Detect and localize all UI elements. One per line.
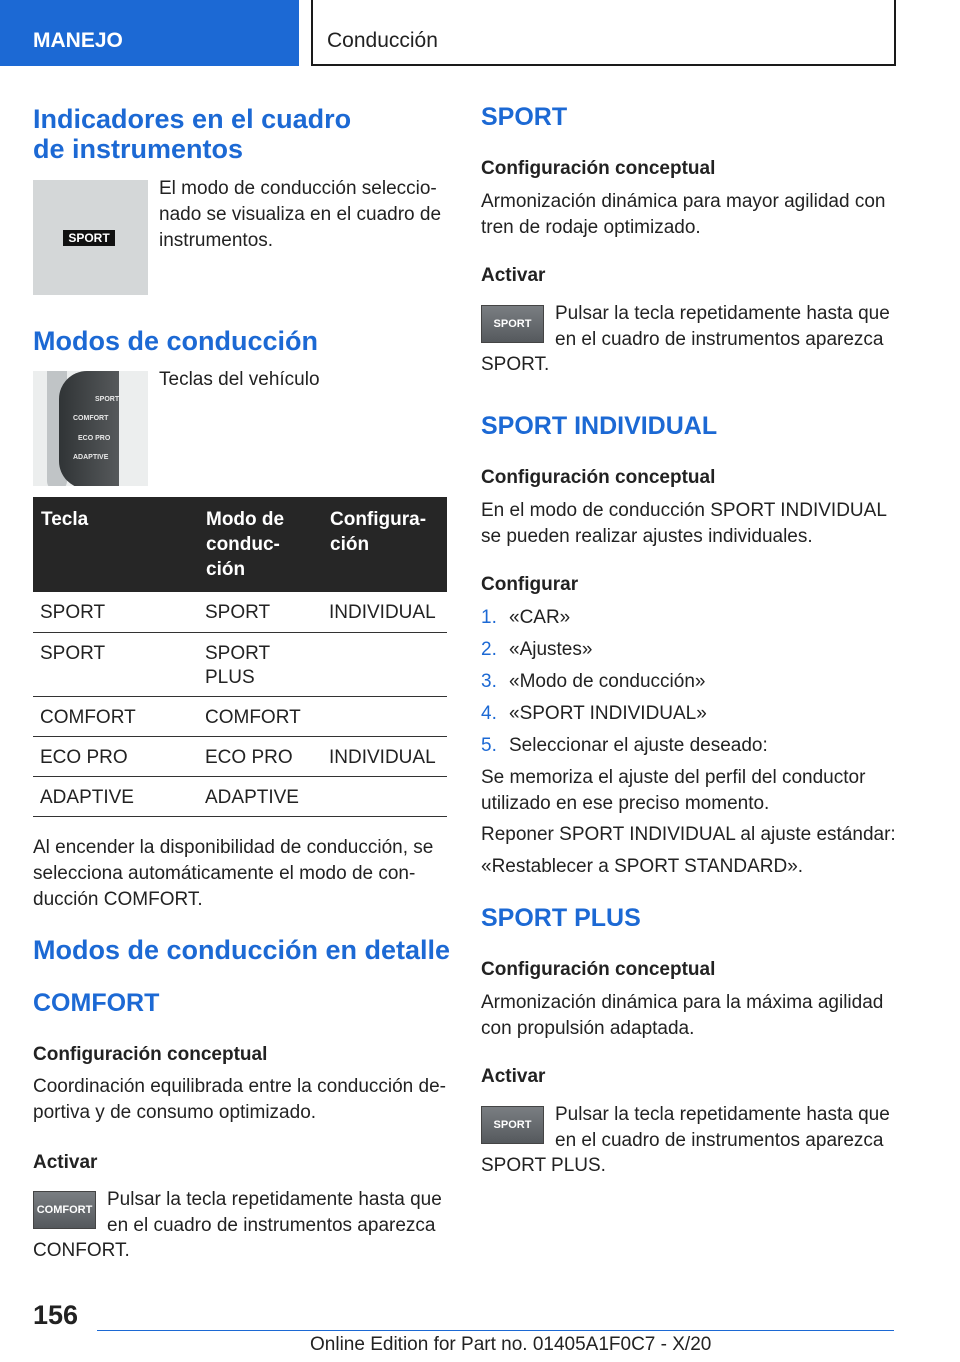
page-number: 156 (33, 1300, 79, 1330)
plus-activate-tail: SPORT PLUS. (481, 1155, 606, 1176)
individual-config-label: Configurar (481, 574, 579, 595)
plus-concept-label: Configuración conceptual (481, 959, 716, 980)
comfort-button-label: COMFORT (36, 1204, 93, 1216)
key-label: COMFORT (73, 415, 109, 422)
comfort-concept-label: Configuración conceptual (33, 1044, 268, 1065)
table-cell: INDIVIDUAL (322, 736, 447, 776)
section-tab: MANEJO (0, 0, 299, 66)
comfort-activate-tail: CONFORT. (33, 1240, 130, 1261)
comfort-concept-text: Coordinación equilibrada entre la conducción de- portiva y de consumo optimizado. (33, 1076, 446, 1123)
table-cell: INDIVIDUAL (322, 592, 447, 632)
table-cell: SPORT (33, 592, 198, 632)
sport-activate-label: Activar (481, 265, 546, 286)
sport-button-image (481, 305, 544, 343)
modes-caption: Teclas del vehículo (159, 369, 320, 390)
table-cell (322, 776, 447, 816)
sport-activate-tail: SPORT. (481, 354, 550, 375)
table-cell: SPORT (33, 632, 198, 696)
individual-concept-text: En el modo de conducción SPORT INDIVIDUAL se pueden realizar ajustes individuales. (481, 500, 887, 547)
table-cell: COMFORT (198, 696, 322, 736)
key-label: SPORT (95, 396, 120, 403)
key-label: ADAPTIVE (73, 454, 109, 461)
table-cell: SPORT (198, 592, 322, 632)
page-header (0, 0, 960, 66)
heading-modes-detail: Modos de conducción en detalle (33, 935, 451, 965)
indicators-text: El modo de conducción seleccio- nado se visualiza en el cuadro de instrumentos. (159, 178, 442, 251)
sport-concept-text: Armonización dinámica para mayor agilidad con tren de rodaje optimizado. (481, 191, 886, 238)
list-item: 3. «Modo de conducción» (481, 671, 706, 692)
heading-sport-plus: SPORT PLUS (481, 904, 641, 932)
sport-button-label: SPORT (493, 318, 532, 330)
comfort-activate-label: Activar (33, 1152, 98, 1173)
list-item: 1. «CAR» (481, 607, 571, 628)
sport-display-image (33, 180, 148, 295)
comfort-activate-text: Pulsar la tecla repetidamente hasta que en el cuadro de instrumentos aparezca (107, 1189, 442, 1236)
table-cell: ECO PRO (33, 736, 198, 776)
key-panel (59, 371, 119, 486)
sport-badge: SPORT (63, 230, 115, 246)
table-cell: ADAPTIVE (198, 776, 322, 816)
edition-text: Online Edition for Part no. 01405A1F0C7 - X/20 (310, 1334, 712, 1355)
table-row (33, 736, 447, 776)
table-cell (322, 632, 447, 696)
reset-text: Reponer SPORT INDIVIDUAL al ajuste estándar: (481, 824, 896, 845)
list-item: 2. «Ajustes» (481, 639, 593, 660)
table-row (33, 632, 447, 696)
sport-activate-text: Pulsar la tecla repetidamente hasta que en el cuadro de instrumentos aparezca (555, 303, 890, 350)
sport-concept-label: Configuración conceptual (481, 158, 716, 179)
comfort-button-image (33, 1191, 96, 1229)
table-row (33, 776, 447, 816)
heading-modes: Modos de conducción (33, 326, 319, 356)
config-steps (481, 605, 768, 765)
footer-divider (97, 1330, 894, 1331)
heading-indicators: Indicadores en el cuadro de instrumentos (33, 104, 352, 164)
chapter-title: Conducción (311, 0, 896, 66)
list-item: 5. Seleccionar el ajuste deseado: (481, 735, 768, 756)
table-row (33, 696, 447, 736)
plus-activate-text: Pulsar la tecla repetidamente hasta que en el cuadro de instrumentos aparezca (555, 1104, 890, 1151)
reset-menu-item: «Restablecer a SPORT STANDARD». (481, 856, 804, 877)
plus-button-image (481, 1106, 544, 1144)
list-item: 4. «SPORT INDIVIDUAL» (481, 703, 707, 724)
table-cell: ECO PRO (198, 736, 322, 776)
plus-activate-label: Activar (481, 1066, 546, 1087)
heading-sport: SPORT (481, 103, 568, 131)
drive-keys-photo (33, 371, 148, 486)
table-header-row (33, 497, 447, 592)
heading-comfort: COMFORT (33, 989, 160, 1017)
table-cell: ADAPTIVE (33, 776, 198, 816)
startup-text: Al encender la disponibilidad de conducción, se selecciona automáticamente el modo de con- ducción COMFORT. (33, 837, 434, 910)
table-cell (322, 696, 447, 736)
table-cell: COMFORT (33, 696, 198, 736)
drive-modes-table (33, 497, 447, 817)
table-cell: SPORT PLUS (198, 632, 322, 696)
memory-text: Se memoriza el ajuste del perfil del conductor utilizado en ese preciso momento. (481, 767, 866, 814)
plus-concept-text: Armonización dinámica para la máxima agilidad con propulsión adaptada. (481, 992, 884, 1039)
key-label: ECO PRO (78, 435, 111, 442)
table-row (33, 592, 447, 632)
column-header: Modo de conduc- ción (198, 497, 322, 592)
individual-concept-label: Configuración conceptual (481, 467, 716, 488)
plus-button-label: SPORT (493, 1119, 532, 1131)
column-header: Configura- ción (322, 497, 447, 592)
column-header: Tecla (33, 497, 198, 592)
heading-sport-individual: SPORT INDIVIDUAL (481, 412, 718, 440)
